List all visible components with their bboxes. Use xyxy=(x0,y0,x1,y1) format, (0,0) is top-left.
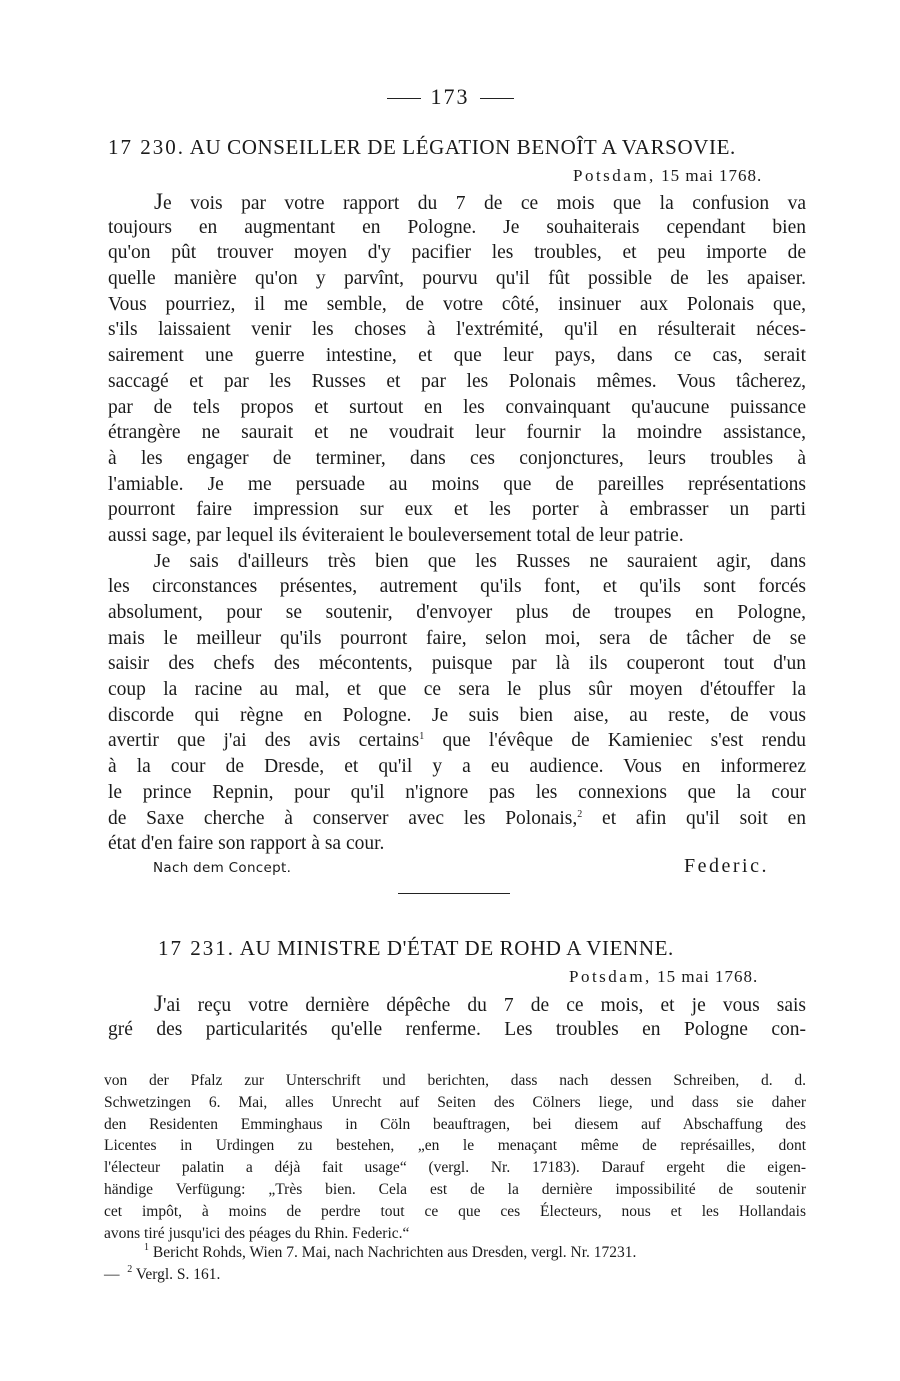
note-line: Schwetzingen 6. Mai, alles Unrecht auf Seiten des Cölners liege, und dass sie daher xyxy=(104,1093,806,1111)
footnote-mark: 2 xyxy=(577,808,583,820)
note-line: Licentes in Urdingen zu bestehen, „en le menaçant même de représailles, dont xyxy=(104,1137,806,1155)
note-line: den Residenten Emminghaus in Cöln beauftragen, bei diesem auf Abschaffung des xyxy=(104,1115,806,1133)
body-line: quelle manière qu'on y parvînt, pourvu qu'il fût possible de les apaiser. xyxy=(108,268,806,290)
body-line: qu'on pût trouver moyen d'y pacifier les troubles, et peu importe de xyxy=(108,242,806,264)
body-line: pourront faire impression sur eux et les porter à embrasser un parti xyxy=(108,499,806,521)
note-line: händige Verfügung: „Très bien. Cela est de la dernière impossibilité de soutenir xyxy=(104,1180,806,1198)
body-line: J'ai reçu votre dernière dépêche du 7 de ce mois, et je vous sais xyxy=(154,991,806,1016)
dateline-17231 xyxy=(569,967,758,987)
body-line: Vous pourriez, il me semble, de votre côté, insinuer aux Polonais que, xyxy=(108,293,806,315)
note-line: von der Pfalz zur Unterschrift und berichten, dass nach dessen Schreiben, d. d. xyxy=(104,1072,806,1089)
footnote-mark: 1 xyxy=(144,1242,149,1253)
note-line: avons tiré jusqu'ici des péages du Rhin. Federic.“ xyxy=(104,1224,410,1242)
letter-number: 17 230. xyxy=(108,135,185,159)
body-line: à la cour de Dresde, et qu'il y a eu audience. Vous en informerez xyxy=(108,756,806,778)
source-note: Nach dem Concept. xyxy=(153,860,292,876)
body-line: s'ils laissaient venir les choses à l'extrémité, qu'il en résulterait néces- xyxy=(108,319,806,341)
page-number-text: 173 xyxy=(430,84,470,109)
body-line: par de tels propos et surtout en les convainquant qu'aucune puissance xyxy=(108,396,806,418)
body-line: étrangère ne saurait et ne voudrait leur fournir la moindre assistance, xyxy=(108,422,806,444)
letter-title: AU MINISTRE D'ÉTAT DE ROHD A VIENNE. xyxy=(239,936,674,960)
note-line: cet impôt, à moins de perdre tout ce que ces Électeurs, nous et les Hollandais xyxy=(104,1202,806,1220)
page-number-dash-left xyxy=(387,98,421,99)
dateline-date: 15 mai 1768. xyxy=(661,166,763,185)
body-line: mais le meilleur qu'ils pourront faire, selon moi, sera de tâcher de se xyxy=(108,627,806,649)
body-line: coup la racine au mal, et que ce sera le plus sûr moyen d'étouffer la xyxy=(108,679,806,701)
dateline-17230 xyxy=(573,166,762,186)
body-line: Je sais d'ailleurs très bien que les Russes ne sauraient agir, dans xyxy=(154,550,806,572)
body-line: sairement une guerre intestine, et que leur pays, dans ce cas, serait xyxy=(108,345,806,367)
letter-heading-17230 xyxy=(108,135,808,160)
footnote-separator: — xyxy=(104,1266,120,1283)
letter-title: AU CONSEILLER DE LÉGATION BENOÎT A VARSOVIE. xyxy=(189,135,736,159)
body-line: gré des particularités qu'elle renferme. Les troubles en Pologne con- xyxy=(108,1018,806,1040)
letter-number: 17 231. xyxy=(158,936,235,960)
body-line: le prince Repnin, pour qu'il n'ignore pas les connexions que la cour xyxy=(108,781,806,803)
body-line: toujours en augmentant en Pologne. Je souhaiterais cependant bien xyxy=(108,216,806,238)
dateline-place: Potsdam, xyxy=(569,967,652,986)
body-line: saisir des chefs des mécontents, puisque par là ils couperont tout d'un xyxy=(108,653,806,675)
page-number-dash-right xyxy=(480,98,514,99)
body-line: l'amiable. Je me persuade au moins que de pareilles représentations xyxy=(108,473,806,495)
note-line: l'électeur palatin a déjà fait usage“ (vergl. Nr. 17183). Darauf ergeht die eigen- xyxy=(104,1159,806,1177)
page-number xyxy=(0,84,900,110)
section-divider xyxy=(398,893,510,894)
dateline-place: Potsdam, xyxy=(573,166,656,185)
body-line: aussi sage, par lequel ils éviteraient le bouleversement total de leur patrie. xyxy=(108,524,684,546)
footnote-2 xyxy=(104,1264,806,1286)
body-line: à les engager de terminer, dans ces conjonctures, leurs troubles à xyxy=(108,447,806,469)
footnote-continuation xyxy=(104,1070,806,1244)
body-line: état d'en faire son rapport à sa cour. xyxy=(108,833,385,855)
body-line: avertir que j'ai des avis certains$^1$ que l'évêque de Kamieniec s'est rendu xyxy=(108,730,806,752)
footnote-mark: 2 xyxy=(127,1264,133,1275)
letter-body-17230 xyxy=(108,189,806,857)
body-line: les circonstances présentes, autrement qu'ils font, et qu'ils sont forcés xyxy=(108,576,806,598)
body-line: de Saxe cherche à conserver avec les Polonais,$^2$ et afin qu'il soit en xyxy=(108,807,806,829)
drop-initial: J xyxy=(154,991,163,1016)
body-line: absolument, pour se soutenir, d'envoyer plus de troupes en Pologne, xyxy=(108,602,806,623)
drop-initial: J xyxy=(154,189,163,214)
body-line: Je vois par votre rapport du 7 de ce mois que la confusion va xyxy=(154,189,806,214)
body-line: discorde qui règne en Pologne. Je suis bien aise, au reste, de vous xyxy=(108,704,806,726)
body-line: saccagé et par les Russes et par les Polonais mêmes. Vous tâcherez, xyxy=(108,370,806,392)
signature: Federic. xyxy=(684,855,769,877)
footnote-text: Vergl. S. 161. xyxy=(135,1266,221,1283)
footnote-1 xyxy=(104,1242,806,1264)
dateline-date: 15 mai 1768. xyxy=(657,967,759,986)
footnote-mark: 1 xyxy=(419,731,425,743)
letter-body-17231 xyxy=(108,991,806,1042)
footnote-text: Bericht Rohds, Wien 7. Mai, nach Nachrichten aus Dresden, vergl. Nr. 17231. xyxy=(152,1244,637,1261)
letter-heading-17231 xyxy=(158,936,858,961)
